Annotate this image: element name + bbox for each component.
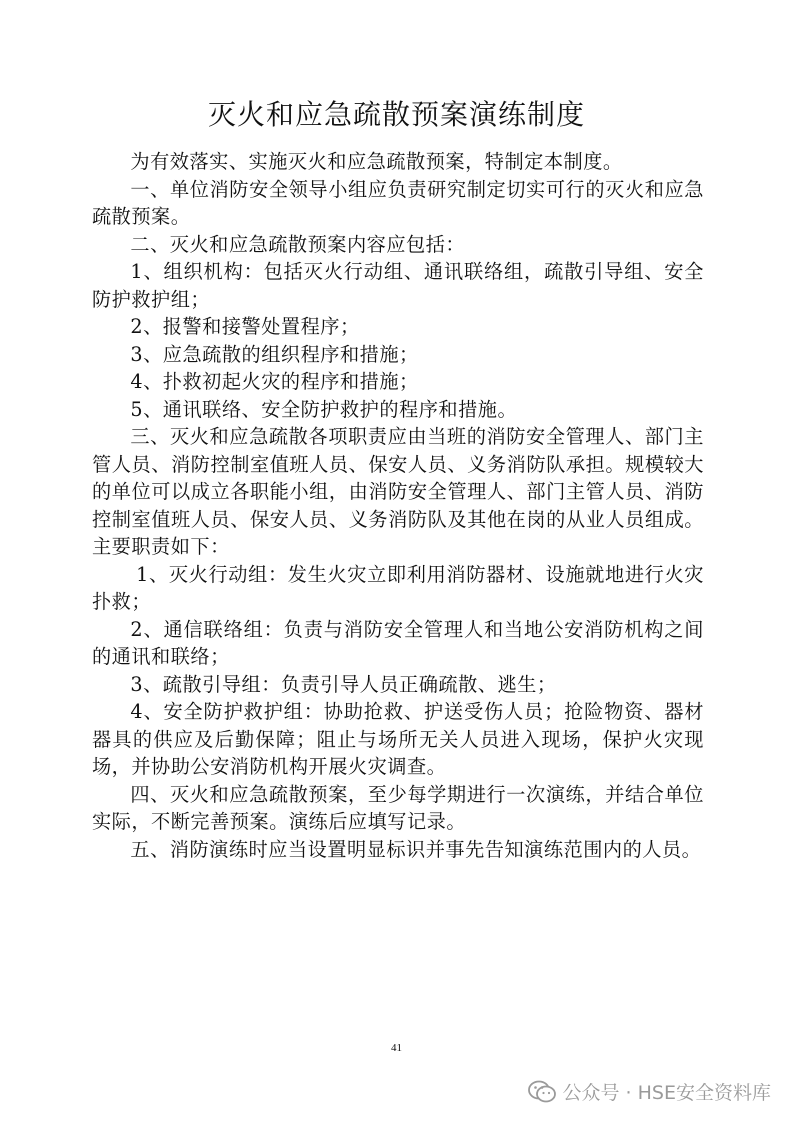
paragraph-section-4: 四、灭火和应急疏散预案，至少每学期进行一次演练，并结合单位实际，不断完善预案。演练后应填写记录。	[92, 782, 704, 833]
paragraph-section-2: 二、灭火和应急疏散预案内容应包括：	[130, 232, 466, 256]
list-item-2-1: 1、组织机构：包括灭火行动组、通讯联络组，疏散引导组、安全防护救护组；	[92, 260, 704, 311]
document-title: 灭火和应急疏散预案演练制度	[207, 98, 585, 131]
wechat-icon	[527, 1080, 557, 1104]
page-number: 41	[391, 1042, 402, 1054]
paragraph-intro: 为有效落实、实施灭火和应急疏散预案，特制定本制度。	[130, 150, 623, 173]
list-item-3-4: 4、安全防护救护组：协助抢救、护送受伤人员；抢险物资、器材器具的供应及后勤保障；阻止与场所无关人员进入现场，保护火灾现场，并协助公安消防机构开展火灾调查。	[92, 700, 704, 778]
paragraph-section-5: 五、消防演练时应当设置明显标识并事先告知演练范围内的人员。	[130, 837, 702, 861]
document-body	[92, 148, 704, 863]
watermark	[527, 1078, 771, 1105]
paragraph-section-1: 一、单位消防安全领导小组应负责研究制定切实可行的灭火和应急疏散预案。	[92, 177, 704, 228]
list-item-2-5: 5、通讯联络、安全防护救护的程序和措施。	[130, 397, 518, 421]
list-item-3-1: 1、灭火行动组：发生火灾立即利用消防器材、设施就地进行火灾扑救；	[92, 562, 704, 613]
watermark-text: 公众号 · HSE安全资料库	[562, 1082, 771, 1104]
list-item-3-3: 3、疏散引导组：负责引导人员正确疏散、逃生；	[130, 672, 557, 696]
list-item-3-2: 2、通信联络组：负责与消防安全管理人和当地公安消防机构之间的通讯和联络；	[92, 617, 704, 668]
list-item-2-4: 4、扑救初起火灾的程序和措施；	[130, 370, 419, 393]
list-item-2-2: 2、报警和接警处置程序；	[130, 315, 360, 338]
list-item-2-3: 3、应急疏散的组织程序和措施；	[130, 342, 419, 366]
paragraph-section-3: 三、灭火和应急疏散各项职责应由当班的消防安全管理人、部门主管人员、消防控制室值班人员、保安人员、义务消防队承担。规模较大的单位可以成立各职能小组，由消防安全管理人、部门主管人员、消防控制室值班人员、保安人员、义务消防队及其他在岗的从业人员组成。主要职责如下：	[92, 425, 704, 558]
